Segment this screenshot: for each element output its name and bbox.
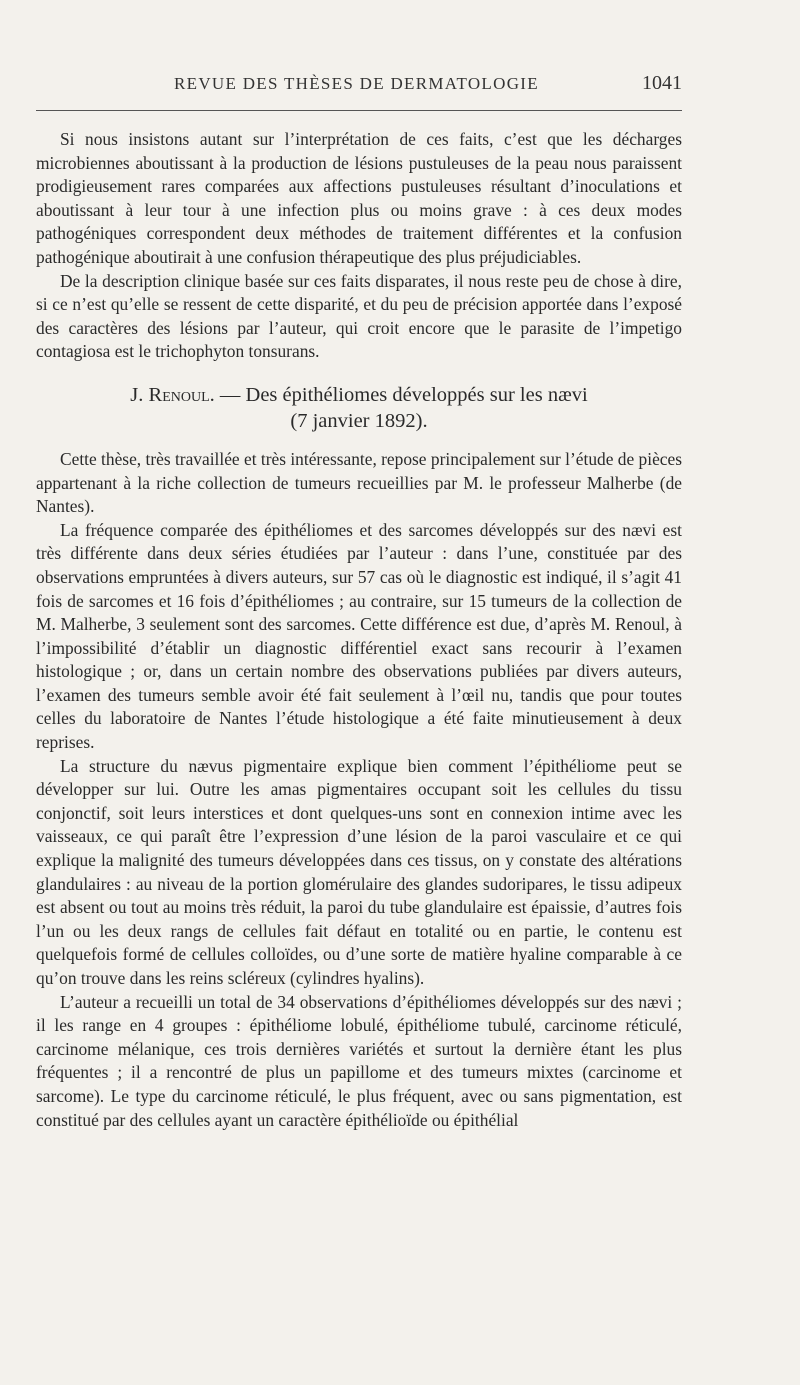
paragraph: Si nous insistons autant sur l’interprétation de ces faits, c’est que les décharges microbiennes aboutissant à la production de lésions pustuleuses de la peau nous paraissent prodigieusement rares comparées aux affections pustuleuses résultant d’inoculations et aboutissant à leur tour à une infection plus ou moins grave : à ces deux modes pathogéniques correspondent deux méthodes de traitement différentes et la confusion pathogénique aboutirait à une confusion thérapeutique des plus préjudiciables. xyxy=(36,129,682,267)
body-text xyxy=(36,124,682,1132)
section-heading xyxy=(36,382,682,434)
section-dash: — xyxy=(214,383,246,406)
page-number: 1041 xyxy=(642,72,682,94)
running-head xyxy=(36,74,682,100)
header-rule xyxy=(36,110,682,111)
section-author: J. Renoul. xyxy=(130,383,215,406)
running-title: REVUE DES THÈSES DE DERMATOLOGIE xyxy=(174,74,539,93)
paragraph: L’auteur a recueilli un total de 34 observations d’épithéliomes développés sur des nævi ; il les range en 4 groupes : épithéliome lobulé, épithéliome tubulé, carcinome réticulé, carcinome mélanique, ces trois dernières variétés et surtout la dernière étant les plus fréquentes ; il a rencontré de plus un papillome et des tumeurs mixtes (carcinome et sarcome). Le type du carcinome réticulé, le plus fréquent, avec ou sans pigmentation, est constitué par des cellules ayant un caractère épithélioïde ou épithélial xyxy=(36,991,682,1130)
section-date: (7 janvier 1892). xyxy=(290,409,428,432)
paragraph: De la description clinique basée sur ces faits disparates, il nous reste peu de chose à dire, si ce n’est qu’elle se ressent de cette disparité, et du peu de précision apportée dans l’exposé des caractères des lésions par l’auteur, qui croit encore que le parasite de l’impetigo contagiosa est le trichophyton tonsurans. xyxy=(36,270,682,362)
paragraph: La fréquence comparée des épithéliomes et des sarcomes développés sur des nævi est très différente dans deux séries étudiées par l’auteur : dans l’une, constituée par des observations empruntées à divers auteurs, sur 57 cas où le diagnostic est indiqué, il s’agit 41 fois de sarcomes et 16 fois d’épithéliomes ; au contraire, sur 15 tumeurs de la collection de M. Malherbe, 3 seulement sont des sarcomes. Cette différence est due, d’après M. Renoul, à l’impossibilité d’établir un diagnostic différentiel exact sans recourir à l’examen histologique ; or, dans un certain nombre des observations publiées par divers auteurs, l’examen des tumeurs semble avoir été fait seulement à l’œil nu, tandis que pour toutes celles du laboratoire de Nantes l’étude histologique a été faite minutieusement à deux reprises. xyxy=(36,519,682,753)
paragraph: La structure du nævus pigmentaire explique bien comment l’épithéliome peut se développer sur lui. Outre les amas pigmentaires occupant soit les cellules du tissu conjonctif, soit leurs interstices et dont quelques-uns sont en connexion intime avec les vaisseaux, ce qui paraît être l’expression d’une lésion de la paroi vasculaire et ce qui explique la malignité des tumeurs développées dans ces tissus, on y constate des altérations glandulaires : au niveau de la portion glomérulaire des glandes sudoripares, le tissu adipeux est absent ou tout au moins très réduit, la paroi du tube glandulaire est épaissie, d’autres fois l’un ou les deux rangs de cellules fait défaut en totalité ou en partie, le contenu est quelquefois formé de cellules colloïdes, ou d’une sorte de matière hyaline comparable à ce qu’on trouve dans les reins scléreux (cylindres hyalins). xyxy=(36,755,682,988)
section-title: Des épithéliomes développés sur les nævi xyxy=(245,383,588,406)
paragraph: Cette thèse, très travaillée et très intéressante, repose principalement sur l’étude de pièces appartenant à la riche collection de tumeurs recueillies par M. le professeur Malherbe (de Nantes). xyxy=(36,448,682,517)
